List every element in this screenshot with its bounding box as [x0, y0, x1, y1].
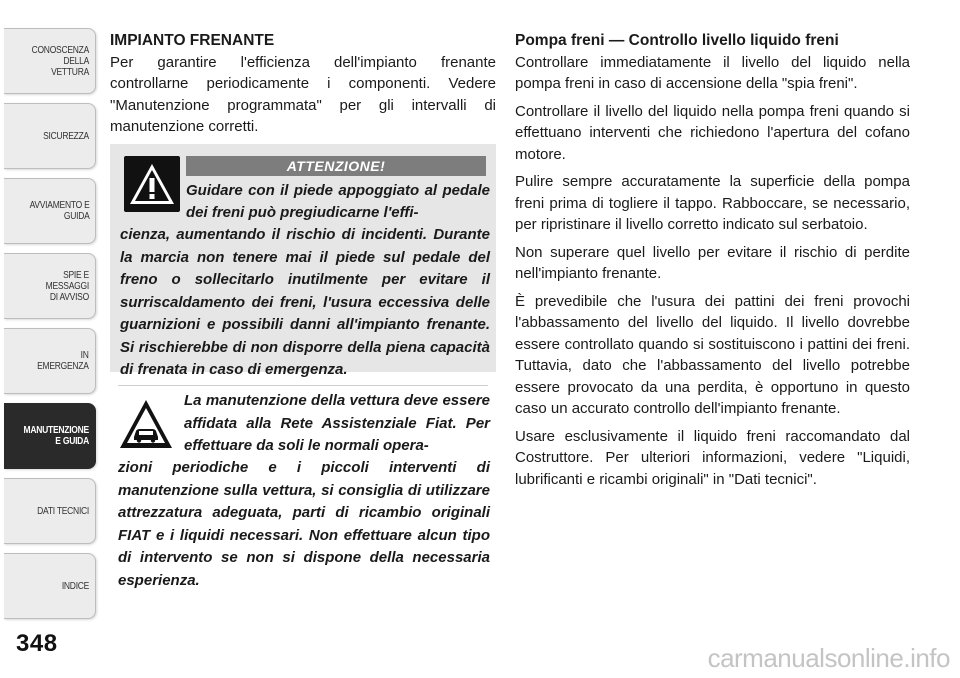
note-text-bottom: zioni periodiche e i piccoli interventi di manutenzione sulla vettura, si consiglia di utilizzare attrezzatura adeguata, parti di ricambio originali FIAT e i liquidi necessari. Non effettuare alcun tipo di intervento se non si dispone della necessaria esperienza. — [118, 459, 490, 589]
watermark: carmanualsonline.info — [707, 643, 950, 673]
car-note-icon — [118, 396, 174, 452]
warning-triangle-icon — [124, 156, 180, 212]
paragraph: Controllare immediatamente il livello del liquido nella pompa freni in caso di accensione della "spia freni". — [515, 53, 910, 92]
right-column — [515, 30, 910, 496]
paragraph: Controllare il livello del liquido nella pompa freni quando si effettuano interventi che richiedono l'apertura del cofano motore. — [515, 102, 910, 163]
tab-label: MANUTENZIONE E GUIDA — [23, 425, 89, 447]
page-number: 348 — [16, 630, 58, 657]
note-text-top: La manutenzione della vettura deve essere affidata alla Rete Assistenziale Fiat. Per effettuare da soli le normali opera- — [184, 392, 490, 454]
chapter-sidebar — [0, 0, 100, 678]
paragraph: Non superare quel livello per evitare il rischio di perdite nell'impianto frenante. — [515, 243, 910, 282]
paragraph: È prevedibile che l'usura dei pattini dei freni provochi l'abbassamento del livello del liquido. Il livello dovrebbe essere controllato quando si sostituiscono i pattini dei freni. Tuttavia, dato che l'abbassamento del livello potrebbe essere provocato da una perdita, è opportuno in questo caso un accurato controllo dell'impianto frenante. — [515, 292, 910, 417]
tab-label: DATI TECNICI — [37, 505, 89, 517]
tab-indice[interactable] — [4, 553, 96, 619]
warning-text-bottom: cienza, aumentando il rischio di incidenti. Durante la marcia non tenere mai il piede sul pedale del freno o sollecitarlo inutilmente per evitare il surriscaldamento dei freni, l'usura eccessiva delle guarnizioni e possibili danni all'impianto frenante. Si rischierebbe di non disporre della piena capacità di frenata in caso di emergenza. — [120, 226, 490, 378]
intro-paragraph: Per garantire l'efficienza dell'impianto frenante controllarne periodicamente i componenti. Vedere "Manutenzione programmata" per gli intervalli di manutenzione corretti. — [110, 53, 496, 135]
tab-sicurezza[interactable] — [4, 103, 96, 169]
tab-label: SICUREZZA — [43, 130, 89, 142]
tab-dati-tecnici[interactable] — [4, 478, 96, 544]
tab-label: SPIE E MESSAGGI DI AVVISO — [45, 269, 89, 303]
tab-conoscenza-della-vettura[interactable] — [4, 28, 96, 94]
tab-manutenzione-e-guida[interactable] — [4, 403, 96, 469]
tab-label: INDICE — [61, 580, 89, 592]
tab-in-emergenza[interactable] — [4, 328, 96, 394]
tab-label: AVVIAMENTO E GUIDA — [29, 200, 89, 222]
paragraph: Pulire sempre accuratamente la superficie della pompa freni prima di togliere il tappo. Rabboccare, se necessario, per ripristinare il livello corretto indicato sul serbatoio. — [515, 173, 910, 233]
warning-text-top: Guidare con il piede appoggiato al pedale dei freni può pregiudicarne l'effi- — [186, 182, 490, 221]
section-heading: IMPIANTO FRENANTE — [110, 32, 275, 49]
tab-label: IN EMERGENZA — [37, 350, 89, 372]
warning-title: ATTENZIONE! — [186, 156, 486, 176]
subsection-heading: Pompa freni — Controllo livello liquido freni — [515, 32, 839, 49]
note-divider — [118, 385, 488, 386]
tab-spie-e-messaggi[interactable] — [4, 253, 96, 319]
paragraph: Usare esclusivamente il liquido freni raccomandato dal Costruttore. Per ulteriori informazioni, vedere "Liquidi, lubrificanti e ricambi originali" in "Dati tecnici". — [515, 427, 910, 488]
tab-label: CONOSCENZA DELLA VETTURA — [31, 44, 89, 78]
tab-avviamento-e-guida[interactable] — [4, 178, 96, 244]
left-column — [110, 30, 496, 144]
